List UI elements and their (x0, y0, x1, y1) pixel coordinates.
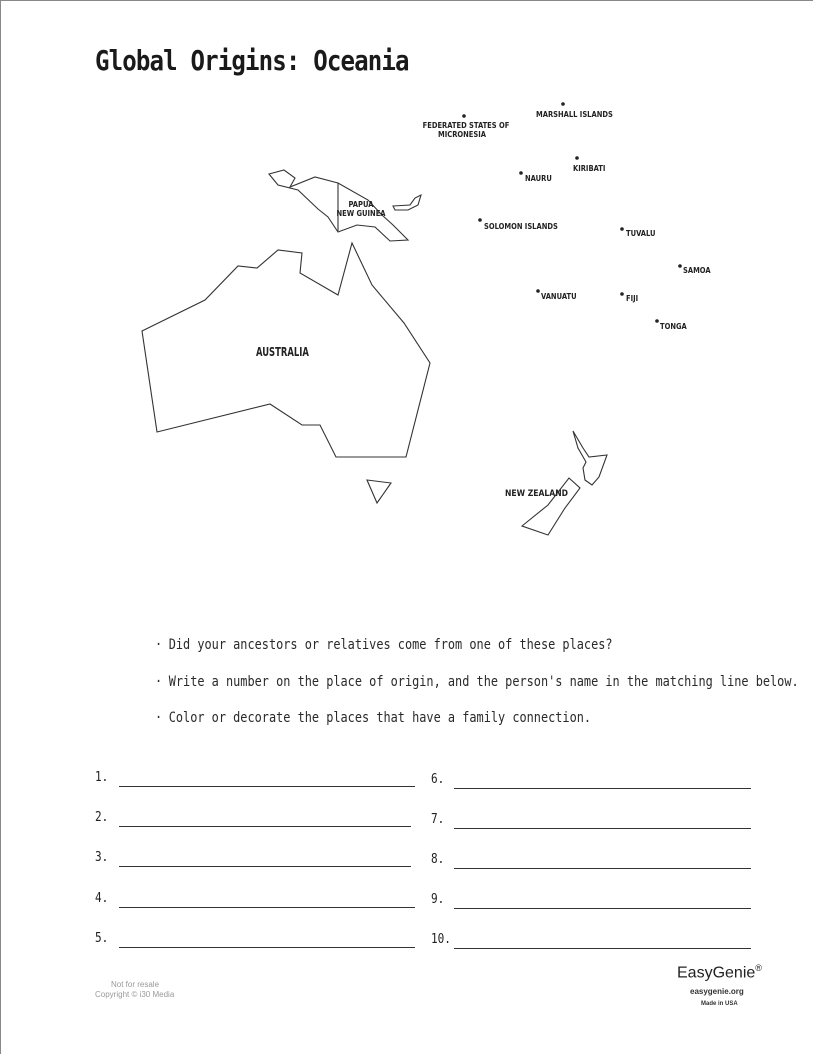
line-number: 10. (431, 932, 451, 947)
label-fiji: FIJI (626, 294, 639, 303)
tasmania-shape (367, 480, 391, 503)
answer-line-1[interactable] (95, 770, 415, 790)
label-tuvalu: TUVALU (626, 229, 656, 238)
write-line (119, 866, 411, 867)
label-australia: AUSTRALIA (255, 344, 309, 360)
line-number: 5. (95, 931, 109, 946)
new-britain-shape (393, 195, 421, 210)
answer-line-7[interactable] (431, 812, 751, 832)
instruction-text: Did your ancestors or relatives come from one of these places? (168, 637, 613, 653)
line-number: 2. (95, 810, 109, 825)
site-link[interactable]: easygenie.org (690, 987, 744, 996)
answer-line-10[interactable] (431, 932, 751, 952)
footer-legal (95, 980, 174, 1000)
answer-line-8[interactable] (431, 852, 751, 872)
registered-mark: ® (755, 963, 762, 973)
oceania-map (0, 90, 814, 560)
line-number: 8. (431, 852, 445, 867)
bullet: · (155, 637, 163, 653)
copyright: Copyright © i30 Media (95, 990, 175, 999)
label-papua-2: NEW GUINEA (336, 209, 386, 218)
instruction-item (155, 637, 613, 653)
write-line (454, 908, 751, 909)
label-new-zealand: NEW ZEALAND (505, 489, 568, 499)
write-line (454, 948, 751, 949)
label-samoa: SAMOA (683, 266, 711, 275)
line-number: 9. (431, 892, 445, 907)
brand-name: EasyGenie (677, 964, 756, 982)
write-line (454, 828, 751, 829)
label-papua-1: PAPUA (348, 200, 374, 209)
instruction-item (155, 674, 799, 690)
answer-line-6[interactable] (431, 772, 751, 792)
answer-line-4[interactable] (95, 891, 415, 911)
write-line (119, 786, 415, 787)
instruction-text: Color or decorate the places that have a family connection. (168, 710, 592, 726)
write-line (119, 826, 411, 827)
line-number: 1. (95, 770, 109, 785)
island-dots (462, 102, 682, 323)
instruction-text: Write a number on the place of origin, and the person's name in the matching line below. (168, 674, 799, 690)
label-nauru: NAURU (525, 174, 552, 183)
write-line (119, 907, 415, 908)
label-tonga: TONGA (660, 322, 687, 331)
line-number: 3. (95, 850, 109, 865)
answer-line-3[interactable] (95, 850, 415, 870)
answer-line-2[interactable] (95, 810, 415, 830)
page-title: Global Origins: Oceania (95, 44, 409, 77)
label-micronesia-1: FEDERATED STATES OF (422, 121, 510, 130)
write-line (454, 868, 751, 869)
label-micronesia-2: MICRONESIA (438, 130, 486, 139)
made-in: Made in USA (701, 1001, 738, 1007)
not-for-resale: Not for resale (111, 980, 160, 989)
nz-north-island (573, 431, 607, 485)
label-solomon: SOLOMON ISLANDS (484, 222, 558, 231)
write-line (454, 788, 751, 789)
nz-south-island (522, 478, 580, 535)
label-vanuatu: VANUATU (541, 292, 577, 301)
line-number: 7. (431, 812, 445, 827)
bullet: · (155, 674, 163, 690)
label-kiribati: KIRIBATI (573, 164, 606, 173)
write-line (119, 947, 415, 948)
line-number: 4. (95, 891, 109, 906)
brand-logo (677, 963, 762, 982)
instruction-item (155, 710, 591, 726)
bullet: · (155, 710, 163, 726)
label-marshall: MARSHALL ISLANDS (536, 110, 613, 119)
answer-line-9[interactable] (431, 892, 751, 912)
line-number: 6. (431, 772, 445, 787)
answer-line-5[interactable] (95, 931, 415, 951)
